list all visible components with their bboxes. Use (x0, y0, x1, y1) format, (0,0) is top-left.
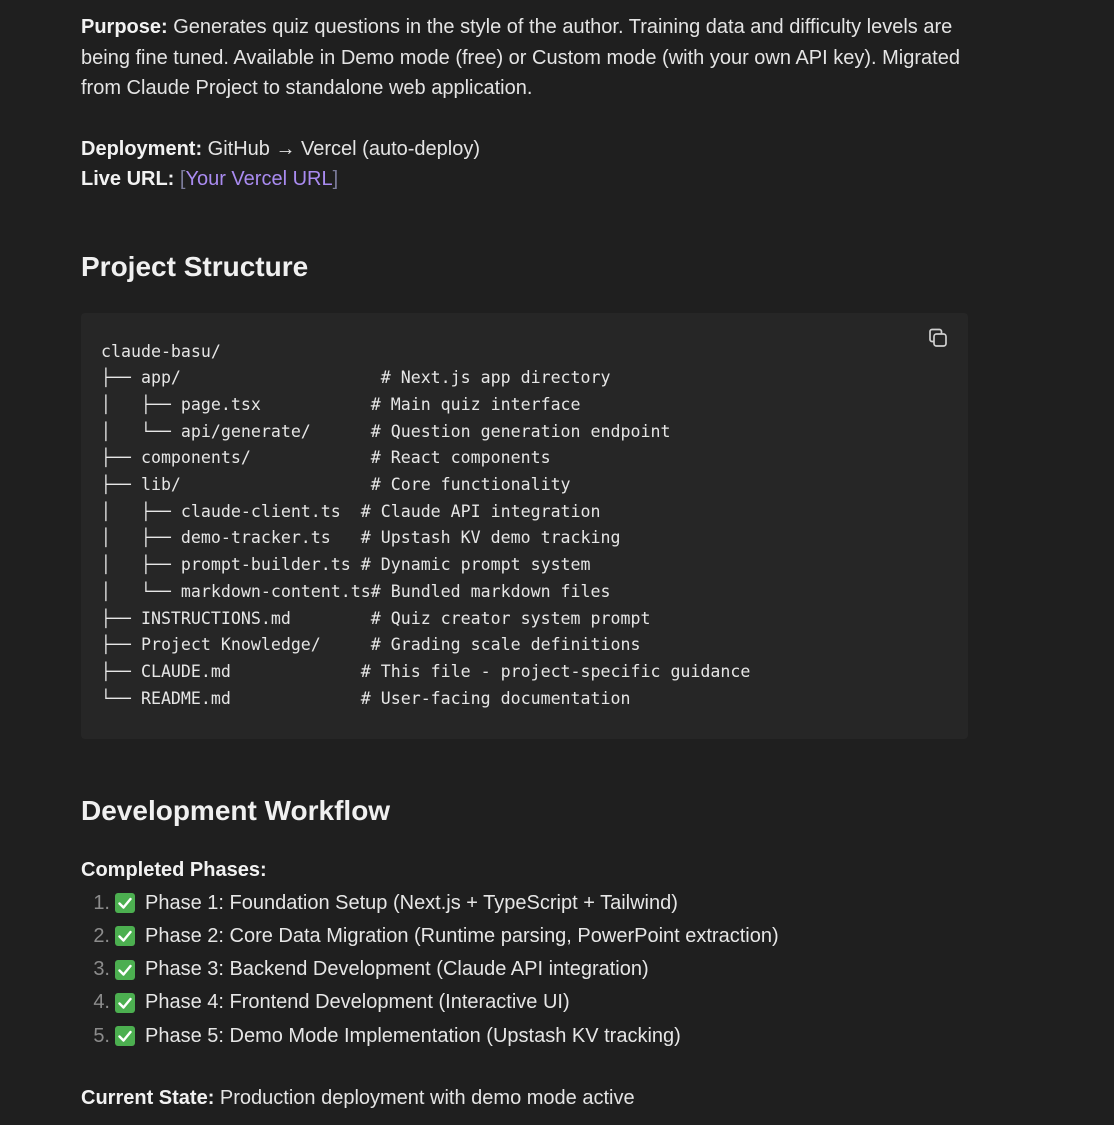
link-close-bracket: ] (332, 168, 339, 190)
code-block (81, 313, 968, 739)
deployment-text: GitHub → Vercel (auto-deploy) (202, 137, 481, 160)
phase-item (81, 1020, 981, 1053)
current-state-label: Current State: (81, 1086, 215, 1109)
copy-code-button[interactable] (925, 325, 951, 351)
check-icon (115, 1026, 135, 1046)
phase-text: Phase 4: Frontend Development (Interactive UI) (145, 991, 570, 1014)
phase-text: Phase 2: Core Data Migration (Runtime parsing, PowerPoint extraction) (145, 924, 779, 947)
phase-list (81, 887, 981, 1053)
phase-item (81, 887, 981, 920)
code-line: ├── Project Knowledge/ # Grading scale definitions (101, 635, 641, 655)
development-workflow-heading: Development Workflow (81, 794, 391, 826)
code-line: ├── lib/ # Core functionality (101, 475, 571, 495)
phase-number: 2. (93, 924, 110, 947)
phase-number: 4. (93, 991, 110, 1014)
phase-number: 1. (93, 891, 110, 914)
phase-text: Phase 3: Backend Development (Claude API integration) (145, 958, 649, 981)
phase-text: Phase 5: Demo Mode Implementation (Upstash KV tracking) (145, 1024, 681, 1047)
link-open-bracket: [ (179, 168, 186, 190)
check-icon (115, 926, 135, 946)
current-state-line (81, 1083, 981, 1114)
phase-item (81, 920, 981, 953)
code-line: │ ├── demo-tracker.ts # Upstash KV demo tracking (101, 528, 621, 548)
purpose-label: Purpose: (81, 16, 168, 38)
phase-number: 3. (93, 958, 110, 981)
code-line: ├── INSTRUCTIONS.md # Quiz creator system prompt (101, 608, 651, 628)
copy-icon (927, 327, 949, 349)
phase-text: Phase 1: Foundation Setup (Next.js + TypeScript + Tailwind) (145, 891, 678, 914)
purpose-text: Generates quiz questions in the style of the author. Training data and difficulty levels are being fine tuned. Available in Demo mode (free) or Custom mode (with your own API key). Migrated from Claude Project to standalone web application. (81, 16, 960, 99)
deployment-line (81, 134, 981, 165)
code-line: ├── components/ # React components (101, 448, 551, 468)
code-line: ├── app/ # Next.js app directory (101, 368, 611, 388)
markdown-document (81, 12, 981, 1113)
check-icon (115, 960, 135, 980)
code-line: │ ├── prompt-builder.ts # Dynamic prompt system (101, 555, 591, 575)
live-url-line (81, 164, 981, 195)
code-line: │ └── markdown-content.ts# Bundled markdown files (101, 581, 611, 601)
phase-item (81, 953, 981, 986)
code-line: │ ├── page.tsx # Main quiz interface (101, 394, 581, 414)
check-icon (115, 893, 135, 913)
phase-item (81, 986, 981, 1019)
code-line: ├── CLAUDE.md # This file - project-specific guidance (101, 661, 751, 681)
code-text (101, 339, 750, 713)
deployment-label: Deployment: (81, 137, 203, 160)
phase-number: 5. (93, 1024, 110, 1047)
live-url-label: Live URL: (81, 168, 175, 190)
completed-phases-label: Completed Phases: (81, 858, 267, 881)
project-structure-heading: Project Structure (81, 250, 309, 282)
purpose-paragraph (81, 12, 981, 104)
check-icon (115, 993, 135, 1013)
code-line: └── README.md # User-facing documentation (101, 688, 631, 708)
code-line: claude-basu/ (101, 341, 221, 361)
code-line: │ ├── claude-client.ts # Claude API integration (101, 501, 601, 521)
current-state-text: Production deployment with demo mode active (214, 1086, 635, 1109)
code-line: │ └── api/generate/ # Question generation endpoint (101, 421, 671, 441)
live-url-link[interactable]: Your Vercel URL (185, 168, 333, 190)
